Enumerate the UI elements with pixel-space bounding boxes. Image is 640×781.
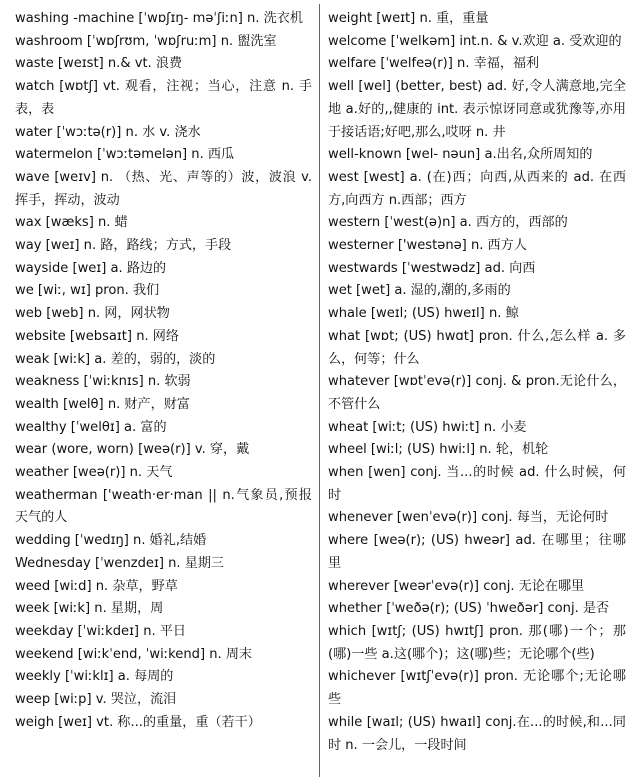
left-column [15,8,312,735]
vocab-entry: whether [ˈweðə(r); (US) ˈhweðər] conj. 是否 [328,601,610,617]
vocab-entry: website [websaɪt] n. 网络 [15,328,179,344]
vocab-entry: weight [weɪt] n. 重，重量 [328,11,489,26]
vocab-entry: welfare [ˈwelfeə(r)] n. 幸福，福利 [328,56,540,72]
vocab-entry: wayside [weɪ] a. 路边的 [15,260,167,276]
vocab-entry: wet [wet] a. 湿的,潮的,多雨的 [328,283,511,299]
vocab-entry: we [wiː, wɪ] pron. 我们 [15,283,160,299]
vocab-entry: wheel [wiːl; (US) hwiːl] n. 轮，机轮 [328,442,549,458]
vocab-entry: whenever [wenˈevə(r)] conj. 每当，无论何时 [328,510,609,526]
vocab-entry: weigh [weɪ] vt. 称...的重量，重（若干） [15,714,261,730]
vocab-entry: watch [wɒtʃ] vt. 观看，注视；当心，注意 n. 手表，表 [15,79,312,117]
right-column [328,8,626,757]
vocab-entry: watermelon [ˈwɔːtəmelən] n. 西瓜 [15,147,235,163]
vocab-entry: wear (wore, worn) [weə(r)] v. 穿，戴 [15,442,250,458]
vocab-entry: whichever [wɪtʃˈevə(r)] pron. 无论哪个;无论哪些 [328,669,626,708]
vocab-entry: weekend [wiːkˈend, ˈwiːkend] n. 周末 [15,646,253,662]
vocab-entry: week [wiːk] n. 星期，周 [15,601,164,617]
vocab-entry: westerner ['westənə] n. 西方人 [328,238,527,254]
vocab-entry: web [web] n. 网，网状物 [15,306,170,322]
vocab-entry: weather [weə(r)] n. 天气 [15,465,173,481]
vocab-entry: Wednesday [ˈwenzdeɪ] n. 星期三 [15,555,225,571]
vocab-entry: well-known [wel- nəun] a.出名,众所周知的 [328,147,593,163]
vocab-entry: wealthy [ˈwelθɪ] a. 富的 [15,419,167,435]
vocab-entry: welcome [ˈwelkəm] int.n. & v.欢迎 a. 受欢迎的 [328,33,622,49]
vocab-entry: weekly [ˈwiːklɪ] a. 每周的 [15,669,174,685]
vocab-entry: washing -machine [ˈwɒʃɪŋ- məˈʃiːn] n. 洗衣机 [15,11,303,26]
column-divider [319,4,320,777]
vocab-entry: wheat [wiːt; (US) hwiːt] n. 小麦 [328,419,527,435]
vocab-entry: wave [weɪv] n. （热、光、声等的）波，波浪 v. 挥手，挥动，波动 [15,169,312,208]
vocab-entry: weatherman ['weath·er·man || n.气象员,预报天气的人 [15,487,312,526]
vocab-entry: whale [weɪl; (US) hweɪl] n. 鲸 [328,306,519,322]
vocab-entry: wax [wæks] n. 蜡 [15,215,128,231]
vocab-entry: weakness [ˈwiːknɪs] n. 软弱 [15,374,191,390]
vocab-entry: weed [wiːd] n. 杂草，野草 [15,578,178,594]
vocab-entry: whatever [wɒtˈevə(r)] conj. & pron.无论什么，不管什么 [328,374,626,412]
vocab-entry: what [wɒt; (US) hwɑt] pron. 什么,怎么样 a. 多么，何等；什么 [328,328,626,367]
vocab-entry: wherever [weərˈevə(r)] conj. 无论在哪里 [328,578,585,594]
vocab-entry: washroom [ˈwɒʃrʊm, ˈwɒʃruːm] n. 盥洗室 [15,33,277,49]
vocab-entry: waste [weɪst] n.& vt. 浪费 [15,56,183,72]
vocab-entry: while [waɪl; (US) hwaɪl] conj.在...的时候,和...同时 n. 一会儿，一段时间 [328,714,626,753]
vocab-entry: way [weɪ] n. 路，路线；方式，手段 [15,238,232,254]
vocab-entry: water [ˈwɔːtə(r)] n. 水 v. 浇水 [15,124,201,140]
vocab-entry: weep [wiːp] v. 哭泣，流泪 [15,692,177,708]
vocab-entry: which [wɪtʃ; (US) hwɪtʃ] pron. 那(哪)一个；那(哪)一些 a.这(哪个)；这(哪)些；无论哪个(些) [328,623,626,662]
vocab-entry: well [wel] (better, best) ad. 好,令人满意地,完全地 a.好的,,健康的 int. 表示惊讶同意或犹豫等,亦用于接话语;好吧,那么,哎呀 n. 井 [328,79,626,140]
vocab-entry: wealth [welθ] n. 财产，财富 [15,396,190,412]
vocab-entry: westwards [ˈwestwədz] ad. 向西 [328,260,536,276]
vocab-entry: weekday [ˈwiːkdeɪ] n. 平日 [15,623,187,639]
vocab-entry: weak [wiːk] a. 差的，弱的，淡的 [15,351,216,367]
vocab-entry: wedding [ˈwedɪŋ] n. 婚礼,结婚 [15,533,207,549]
vocab-entry: western [ˈwest(ə)n] a. 西方的，西部的 [328,215,568,231]
vocab-entry: when [wen] conj. 当...的时候 ad. 什么时候，何时 [328,465,626,503]
vocab-entry: where [weə(r); (US) hweər] ad. 在哪里；往哪里 [328,533,626,571]
vocab-entry: west [west] a. (在)西；向西,从西来的 ad. 在西方,向西方 n.西部；西方 [328,169,626,208]
